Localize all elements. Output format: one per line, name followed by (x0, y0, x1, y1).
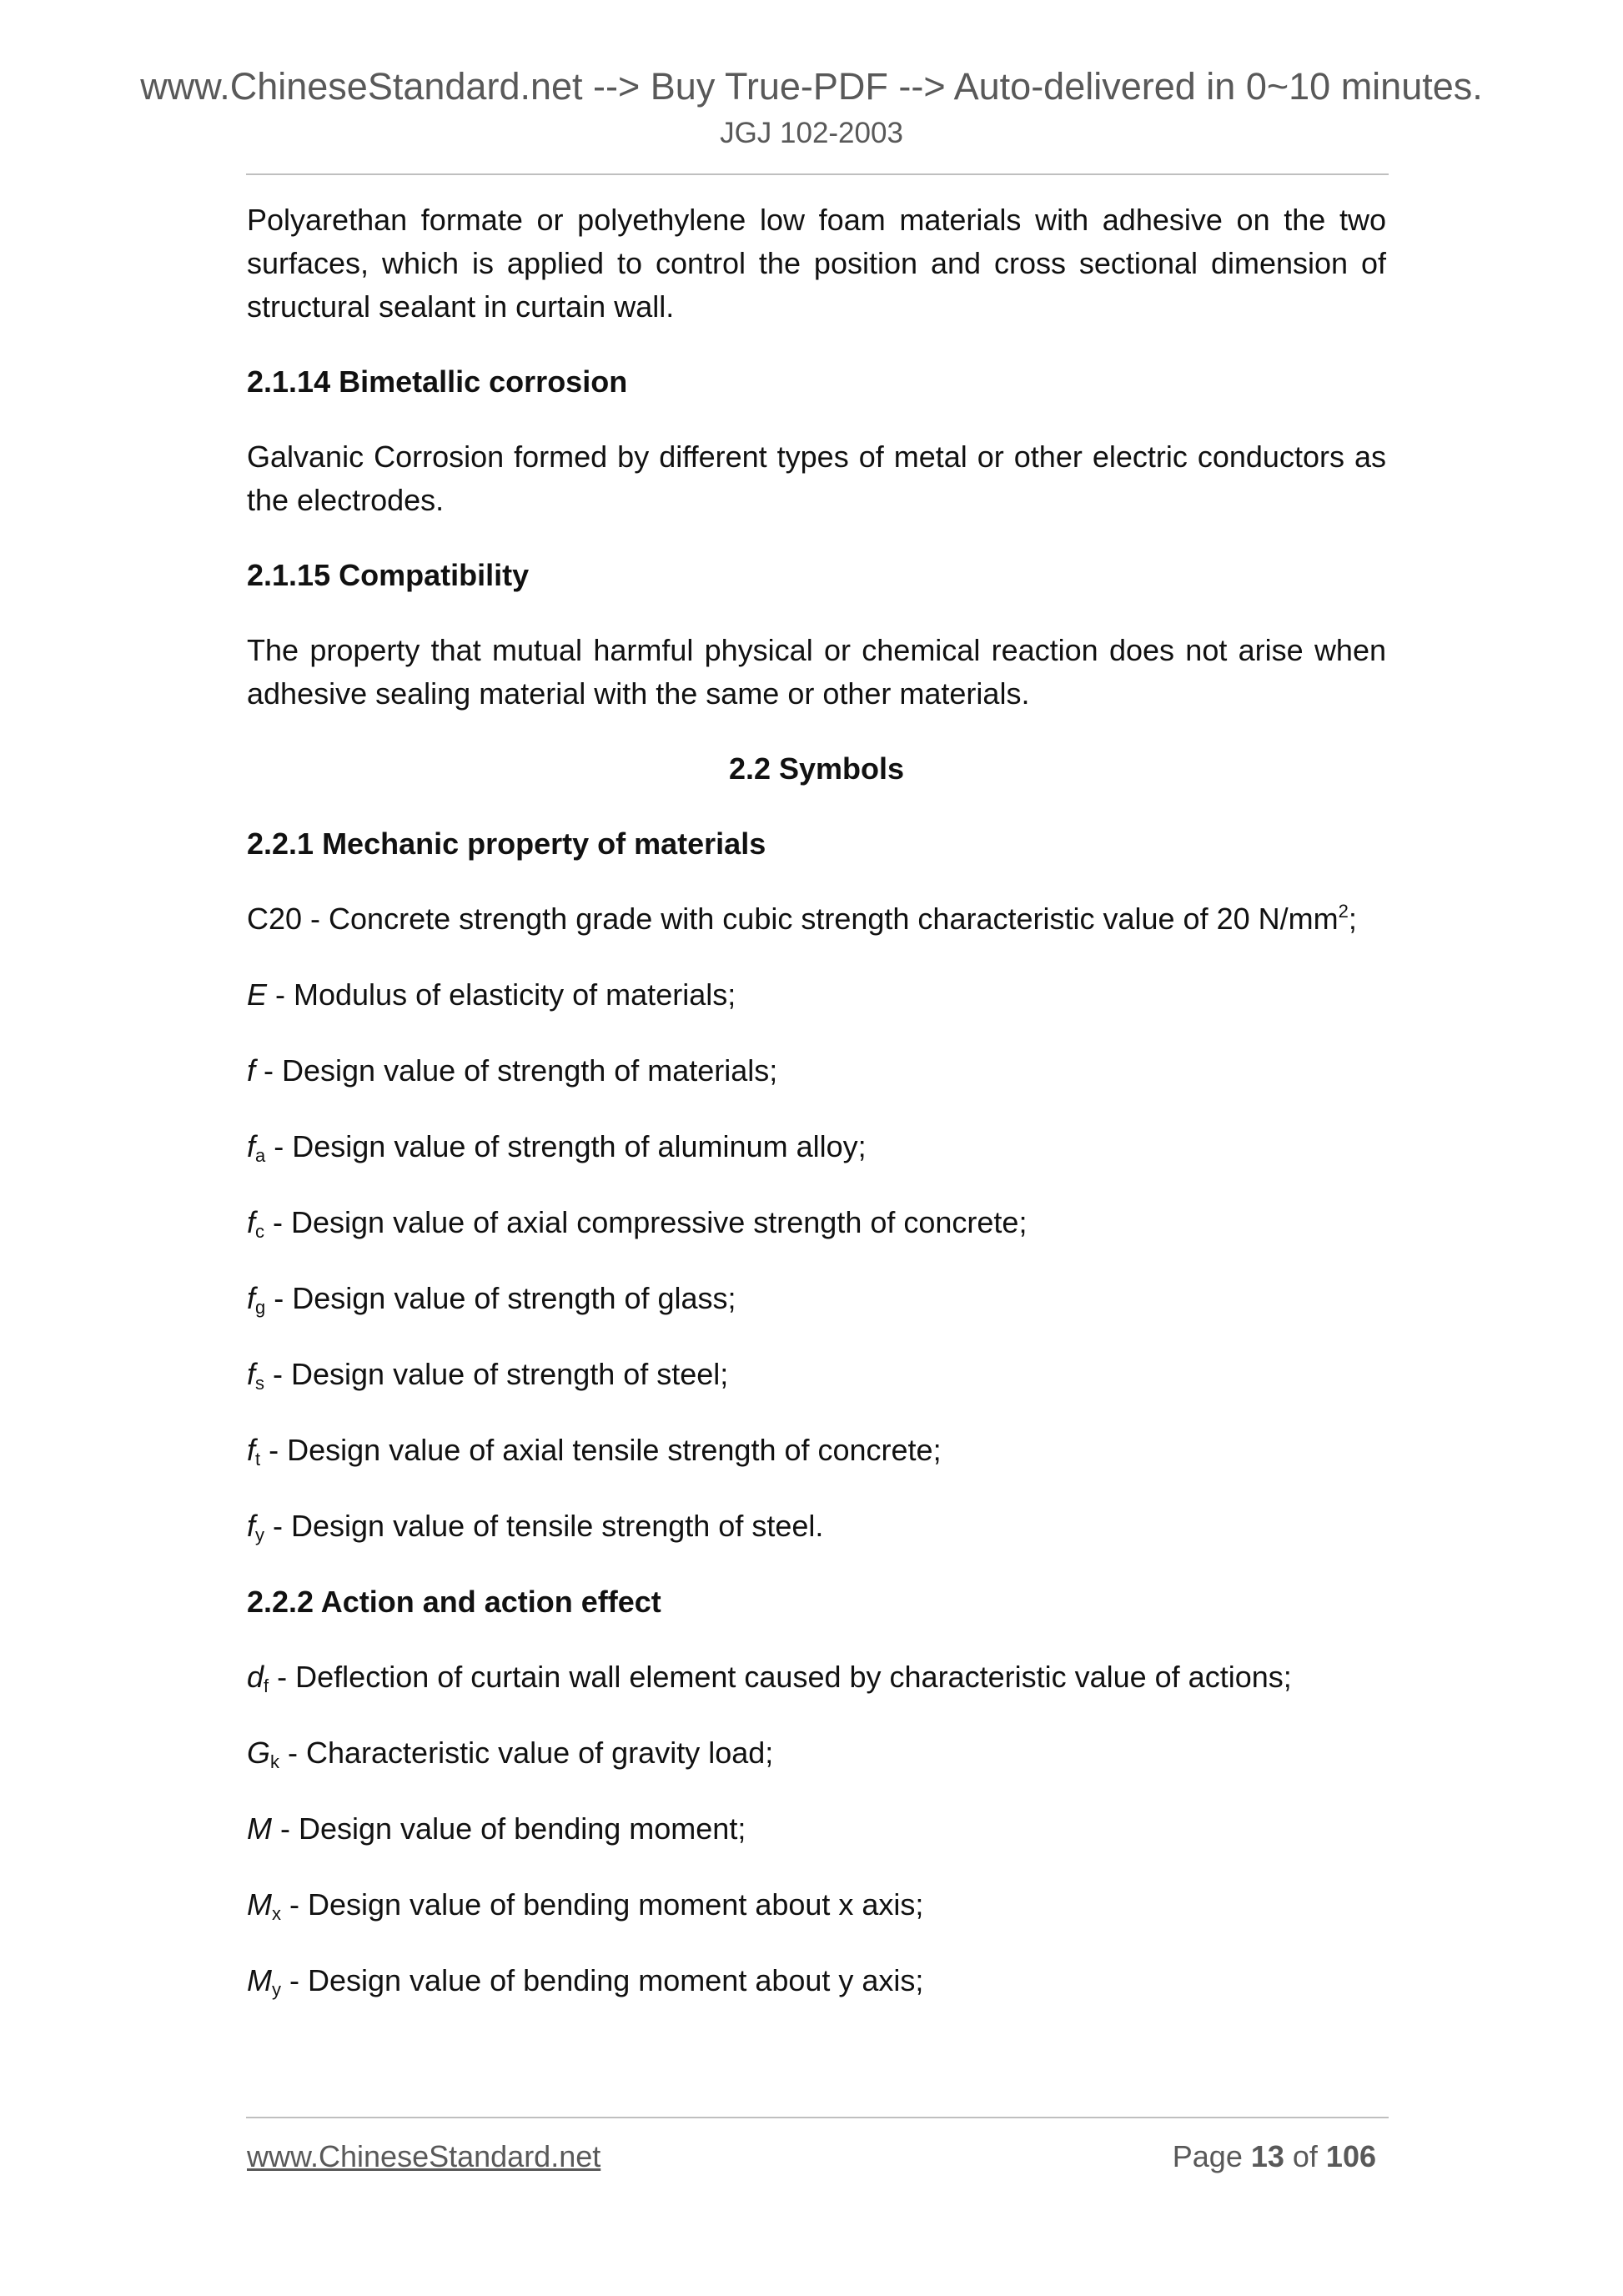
symbol-description: - Design value of bending moment; (272, 1811, 746, 1846)
symbol-description: - Concrete strength grade with cubic strength characteristic value of 20 N/mm (302, 902, 1339, 936)
page-current: 13 (1250, 2139, 1284, 2173)
symbol-item (247, 1125, 1386, 1168)
symbol-description: - Design value of strength of aluminum alloy; (265, 1129, 867, 1163)
page-prefix: Page (1172, 2139, 1251, 2173)
symbol-name: f (247, 1357, 256, 1391)
symbol-item (247, 1201, 1386, 1244)
symbol-subscript: g (255, 1297, 266, 1318)
symbol-description: - Design value of bending moment about x axis; (281, 1887, 924, 1922)
symbol-name: d (247, 1660, 264, 1694)
footer-website-link[interactable]: www.ChineseStandard.net (247, 2139, 601, 2173)
symbol-name: f (247, 1205, 256, 1239)
symbol-description: - Design value of bending moment about y axis; (281, 1963, 924, 1997)
page-total: 106 (1325, 2139, 1376, 2173)
page-of: of (1284, 2139, 1326, 2173)
section-2-1-15-title: 2.1.15 Compatibility (247, 558, 530, 592)
symbol-name: f (247, 1281, 256, 1315)
symbol-name: G (247, 1736, 271, 1770)
symbol-description: - Deflection of curtain wall element caused by characteristic value of actions; (269, 1660, 1292, 1694)
symbol-subscript: f (264, 1676, 269, 1696)
symbol-subscript: s (255, 1373, 265, 1394)
symbol-item (247, 1807, 1386, 1851)
symbol-item (247, 1353, 1386, 1396)
symbol-description: - Characteristic value of gravity load; (279, 1736, 774, 1770)
symbol-name: f (247, 1509, 256, 1543)
intro-paragraph: Polyarethan formate or polyethylene low foam materials with adhesive on the two surfaces, which is applied to control the position and cross sectional dimension of structural sealant in curtain wall. (247, 203, 1386, 324)
header-divider (246, 173, 1389, 175)
symbol-subscript: c (255, 1221, 265, 1242)
section-2-2-1-title: 2.2.1 Mechanic property of materials (247, 826, 766, 861)
symbol-item (247, 1277, 1386, 1320)
symbol-name: f (247, 1053, 256, 1088)
symbol-name: f (247, 1433, 256, 1467)
symbol-description: - Design value of tensile strength of steel. (264, 1509, 824, 1543)
symbol-item (247, 1655, 1386, 1699)
symbol-description: - Design value of strength of materials; (255, 1053, 778, 1088)
section-2-2-title: 2.2 Symbols (728, 751, 905, 786)
symbol-subscript: k (270, 1751, 280, 1772)
symbol-subscript: a (255, 1145, 266, 1166)
symbol-description: - Design value of strength of steel; (264, 1357, 729, 1391)
symbol-subscript: t (255, 1449, 261, 1470)
symbol-description: - Modulus of elasticity of materials; (267, 977, 736, 1012)
page-content (247, 198, 1386, 2035)
symbol-item (247, 1883, 1386, 1927)
symbol-name: M (247, 1887, 272, 1922)
symbol-item (247, 973, 1386, 1017)
symbol-description: - Design value of strength of glass; (265, 1281, 736, 1315)
symbol-item (247, 1731, 1386, 1775)
symbol-description: - Design value of axial compressive strength of concrete; (264, 1205, 1028, 1239)
section-2-1-14-text: Galvanic Corrosion formed by different types of metal or other electric conductors as the electrodes. (247, 440, 1386, 517)
symbol-subscript: y (255, 1525, 265, 1545)
symbol-name: C20 (247, 902, 303, 936)
section-2-1-15-text: The property that mutual harmful physical or chemical reaction does not arise when adhesive sealing material with the same or other materials. (247, 633, 1386, 711)
page-number (1173, 2139, 1376, 2174)
symbol-item (247, 1505, 1386, 1548)
symbol-c20 (247, 897, 1386, 941)
footer-divider (246, 2117, 1389, 2118)
symbol-name: f (247, 1129, 256, 1163)
symbol-subscript: y (272, 1979, 281, 2000)
symbol-superscript: 2 (1338, 901, 1349, 922)
symbol-item (247, 1429, 1386, 1472)
document-id: JGJ 102-2003 (720, 117, 903, 149)
section-2-2-2-title: 2.2.2 Action and action effect (247, 1585, 661, 1619)
symbol-subscript: x (272, 1903, 281, 1924)
symbol-description: - Design value of axial tensile strength of concrete; (260, 1433, 942, 1467)
header-banner[interactable]: www.ChineseStandard.net --> Buy True-PDF --> Auto-delivered in 0~10 minutes. (140, 65, 1483, 108)
symbol-name: M (247, 1811, 272, 1846)
symbol-item (247, 1049, 1386, 1093)
section-2-1-14-title: 2.1.14 Bimetallic corrosion (247, 364, 628, 399)
symbol-name: M (247, 1963, 272, 1997)
symbol-item (247, 1959, 1386, 2002)
symbol-name: E (247, 977, 268, 1012)
symbol-tail: ; (1348, 902, 1357, 936)
